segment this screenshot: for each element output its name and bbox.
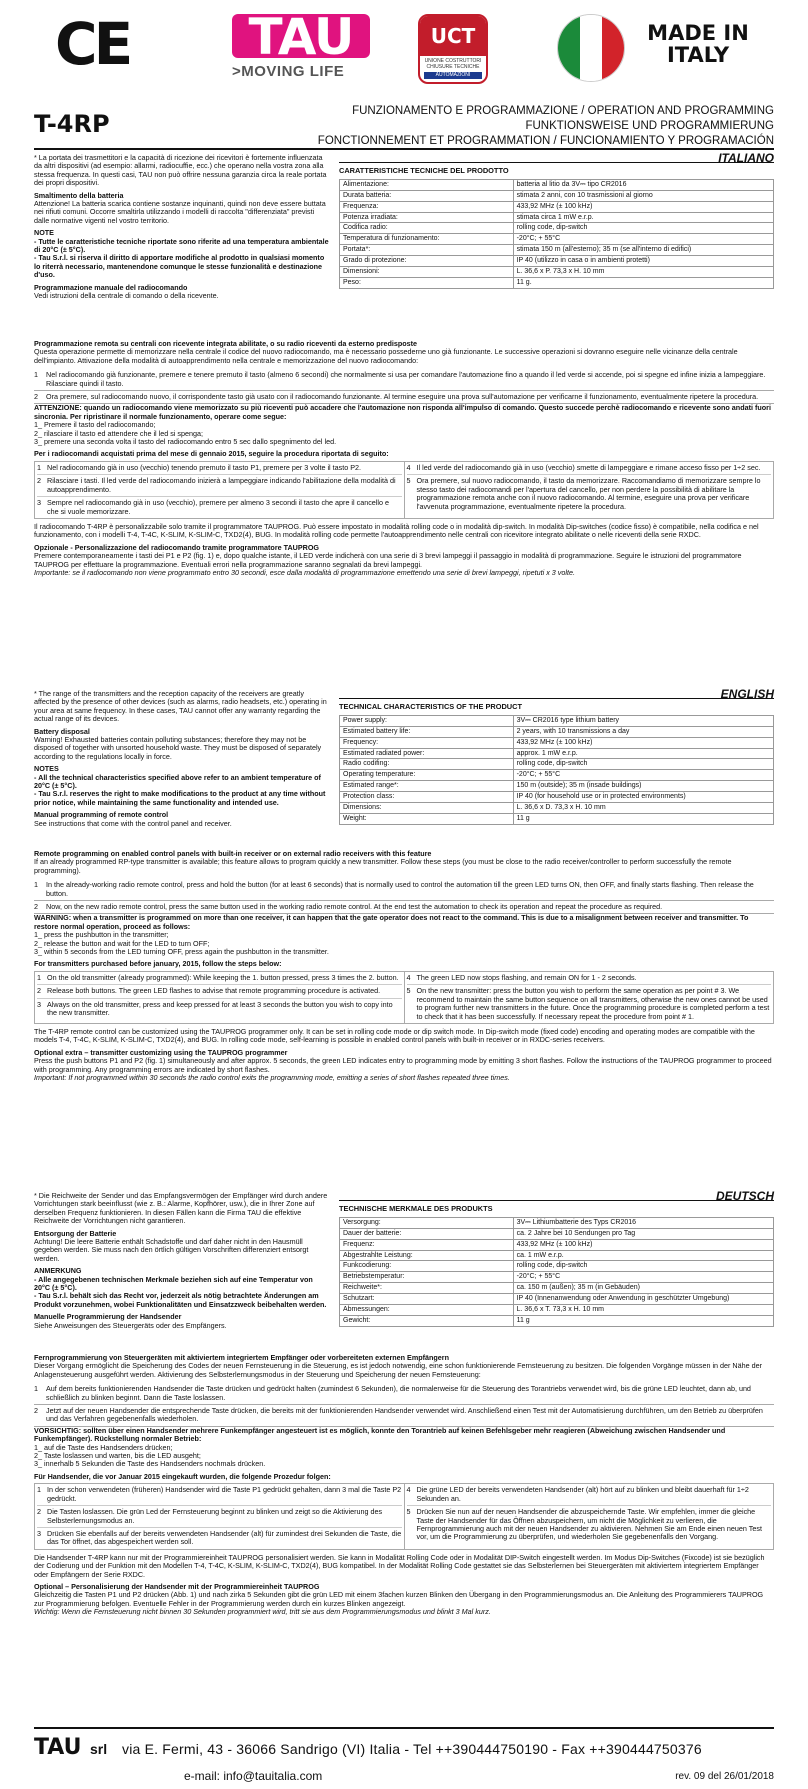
spec-value: L. 36,6 x D. 73,3 x H. 10 mm xyxy=(513,803,773,814)
spec-table-title: CARATTERISTICHE TECNICHE DEL PRODOTTO xyxy=(339,166,509,176)
right-column xyxy=(339,151,774,289)
remote-step xyxy=(34,879,774,901)
spec-row xyxy=(340,1217,774,1228)
footer-srl: srl xyxy=(90,1741,108,1757)
optional-text: Press the push buttons P1 and P2 (fig. 1) simultaneously and after approx. 5 seconds, the green LED indicates entry to programming mode by emitting 3 short flashes. Follow the instructions of the TAUPROG programmer to proceed with programming. Any programming errors are indicated by short flashes. xyxy=(34,1056,772,1074)
spec-row xyxy=(340,813,774,824)
legacy-step xyxy=(407,985,772,1023)
spec-table-title: TECHNISCHE MERKMALE DES PRODUKTS xyxy=(339,1204,493,1214)
warning-step: 2_ Taste loslassen und warten, bis die LED ausgeht; xyxy=(34,1451,201,1461)
spec-value: 433,92 MHz (± 100 kHz) xyxy=(513,201,773,212)
spec-label: Durata batteria: xyxy=(340,190,514,201)
warning-text: ATTENZIONE: quando un radiocomando viene memorizzato su più riceventi può accadere che l'automazione non risponda all'impulso di comando. Questo succede perchè radiocomando e ricevente sono andati fuori sincronia. Per ripristinare il normale funzionamento, operare come segue: xyxy=(34,403,771,421)
range-note: * Die Reichweite der Sender und das Empfangsvermögen der Empfänger wird durch andere Vorrichtungen stark beeinflusst (wie z. B.: Alarme, Kopfhörer, usw.), die in Ihrer Zone auf derselben Frequenz funktionieren. In diesen Fällen kann die Firma TAU die effektive Reichweite der Vorrichtungen nicht garantieren. xyxy=(34,1191,328,1226)
spec-row xyxy=(340,1250,774,1261)
header-divider xyxy=(34,148,774,150)
spec-label: Funkcodierung: xyxy=(340,1261,514,1272)
section-deutsch xyxy=(34,1189,774,1617)
spec-value: approx. 1 mW e.r.p. xyxy=(513,748,773,759)
spec-label: Estimated battery life: xyxy=(340,726,514,737)
made-in-text: MADE IN xyxy=(647,21,749,45)
made-in-italy xyxy=(638,22,758,66)
model-title: T-4RP xyxy=(34,110,110,138)
spec-value: rolling code, dip-switch xyxy=(513,1261,773,1272)
spec-table xyxy=(339,179,774,289)
section-top xyxy=(34,151,774,340)
spec-row xyxy=(340,212,774,223)
note-item: - Tau S.r.l. si riserva il diritto di apportare modifiche al prodotto in qualsiasi momento lo riterrà necessario, mantenendone comunque le stesse funzionalità e destinazione d'uso. xyxy=(34,253,325,280)
spec-row xyxy=(340,267,774,278)
spec-label: Gewicht: xyxy=(340,1315,514,1326)
spec-value: -20°C; + 55°C xyxy=(513,1272,773,1283)
spec-table xyxy=(339,715,774,825)
remote-step xyxy=(34,1405,774,1427)
warning-step: 3_ premere una seconda volta il tasto del radiocomando entro 5 sec dallo spegnimento del led. xyxy=(34,437,337,447)
spec-value: ca. 150 m (außen); 35 m (in Gebäuden) xyxy=(513,1283,773,1294)
spec-label: Estimated range*: xyxy=(340,781,514,792)
legacy-step xyxy=(37,1484,402,1506)
step-number: 2 xyxy=(37,476,41,486)
section-italiano xyxy=(34,151,774,577)
spec-value: 11 g xyxy=(513,1315,773,1326)
legacy-procedure-title: Für Handsender, die vor Januar 2015 eingekauft wurden, die folgende Prozedur folgen: xyxy=(34,1471,331,1481)
notes-title: NOTE xyxy=(34,228,54,238)
spec-label: Weight: xyxy=(340,813,514,824)
spec-row xyxy=(340,223,774,234)
spec-row xyxy=(340,256,774,267)
step-text: Rilasciare i tasti. Il led verde del radiocomando inizierà a lampeggiare indicando l'abilitazione della modalità di autoapprendimento. xyxy=(47,476,396,494)
disposal-title: Smaltimento della batteria xyxy=(34,190,124,200)
step-text: The green LED now stops flashing, and remain ON for 1 - 2 seconds. xyxy=(416,972,637,982)
step-number: 2 xyxy=(34,392,38,402)
warning-step: 1_ auf die Taste des Handsenders drücken; xyxy=(34,1442,173,1452)
optional-note: Importante: se il radiocomando non viene programmato entro 30 secondi, esce dalla modalità di programmazione emettendo una serie di brevi lampeggi, ripetuti x 3 volte. xyxy=(34,567,575,577)
legacy-steps-left xyxy=(35,972,405,1023)
spec-row xyxy=(340,201,774,212)
manual-text: Siehe Anweisungen des Steuergeräts oder des Empfängers. xyxy=(34,1320,227,1330)
remote-step xyxy=(34,901,774,914)
legacy-steps-right xyxy=(405,1484,774,1548)
manual-title: Manual programming of remote control xyxy=(34,810,169,820)
spec-value: L. 36,6 x T. 73,3 x H. 10 mm xyxy=(513,1305,773,1316)
footer-address: via E. Fermi, 43 - 36066 Sandrigo (VI) Italia - Tel ++390444750190 - Fax ++390444750376 xyxy=(122,1741,702,1757)
spec-value: rolling code, dip-switch xyxy=(513,759,773,770)
remote-programming-text: Questa operazione permette di memorizzare nella centrale il codice del nuovo radiocomando, ma è necessario possederne uno già funzionante. Le successive operazioni si dovranno eseguire nelle vicinanze della centrale dell'impianto. Attivazione della modalità di autoapprendimento nella centrale e memorizzazione del nuovo radiocomando: xyxy=(34,347,738,365)
spec-label: Grado di protezione: xyxy=(340,256,514,267)
spec-label: Peso: xyxy=(340,277,514,288)
legacy-procedure-grid xyxy=(34,461,774,519)
spec-value: rolling code, dip-switch xyxy=(513,223,773,234)
step-number: 1 xyxy=(37,972,41,982)
spec-label: Power supply: xyxy=(340,715,514,726)
spec-label: Radio codifing: xyxy=(340,759,514,770)
step-number: 1 xyxy=(34,880,38,890)
remote-programming-title: Programmazione remota su centrali con ricevente integrata abilitate, o su radio riceventi da esterno predisposte xyxy=(34,339,418,348)
right-column xyxy=(339,687,774,825)
spec-row xyxy=(340,245,774,256)
optional-title: Optional – Personalisierung der Handsender mit der Programmiereinheit TAUPROG xyxy=(34,1581,320,1591)
step-number: 1 xyxy=(37,462,41,472)
legacy-steps-right xyxy=(405,972,774,1023)
step-number: 2 xyxy=(37,986,41,996)
section-english xyxy=(34,687,774,1082)
spec-row xyxy=(340,277,774,288)
title-line: FUNZIONAMENTO E PROGRAMMAZIONE / OPERATION AND PROGRAMMING xyxy=(352,105,774,117)
step-number: 4 xyxy=(406,1485,411,1495)
step-number: 3 xyxy=(37,1528,41,1538)
spec-row xyxy=(340,1315,774,1326)
spec-row xyxy=(340,792,774,803)
notes-title: ANMERKUNG xyxy=(34,1266,82,1276)
step-number: 2 xyxy=(34,902,38,912)
spec-row xyxy=(340,1261,774,1272)
spec-value: IP 40 (for household use or in protected environments) xyxy=(513,792,773,803)
tau-logo xyxy=(232,8,370,66)
spec-value: 11 g xyxy=(513,813,773,824)
spec-label: Versorgung: xyxy=(340,1217,514,1228)
spec-label: Schutzart: xyxy=(340,1294,514,1305)
step-text: On the old transmitter (already programmed): While keeping the 1. button pressed, press 3 times the 2. button. xyxy=(47,972,399,982)
remote-programming-text: Dieser Vorgang ermöglicht die Speicherung des Codes der neuen Fernsteuerung in die Steuerung, es ist jedoch notwendig, eine schon funktionierende Fernsteuerung zu besitzen. Die folgenden Vorgänge müssen in der Nähe der Anlagensteuerung ausgeführt werden. Aktivierung des Selbsterlernungsmodus in der Steuerung und Speicherung der neuen Fernsteuerung: xyxy=(34,1361,762,1379)
spec-label: Estimated radiated power: xyxy=(340,748,514,759)
spec-row xyxy=(340,1272,774,1283)
legacy-step xyxy=(407,1484,772,1506)
legacy-step xyxy=(37,462,402,475)
remote-step xyxy=(34,1383,774,1405)
remote-step xyxy=(34,369,774,391)
step-text: Always on the old transmitter, press and keep pressed for at least 3 seconds the button you wish to copy into the new transmitter. xyxy=(47,999,393,1018)
spec-value: ca. 1 mW e.r.p. xyxy=(513,1250,773,1261)
note-item: - Alle angegebenen technischen Merkmale beziehen sich auf eine Temperatur von 20°C (± 5°C). xyxy=(34,1274,313,1293)
right-column xyxy=(339,1189,774,1327)
spec-row xyxy=(340,1294,774,1305)
step-number: 5 xyxy=(406,476,411,486)
legacy-procedure-title: For transmitters purchased before january, 2015, follow the steps below: xyxy=(34,959,282,969)
spec-value: -20°C; + 55°C xyxy=(513,770,773,781)
legacy-steps-right xyxy=(405,462,774,518)
step-text: Ora premere, sul nuovo radiocomando, il tasto da memorizzare. Raccomandiamo di memorizzare sempre lo stesso tasto dei radiocomandi per l'apertura del cancello, per non perdere la possibilità di abilitare la programmazione remota anche con il nuovo radiocomando. Al termine, eseguire una prova per verificare l'avvenuta programmazione, eventualmente ripetere la procedura. xyxy=(416,476,761,511)
step-text: Now, on the new radio remote control, press the same button used in the working radio remote control. At the end test the automation to check its operation and repeat the procedure as required. xyxy=(46,902,663,912)
disposal-text: Warning! Exhausted batteries contain polluting substances; therefore they may not be disposed of together with unsorted household waste. They must be disposed of separately according to the regulations locally in force. xyxy=(34,735,322,761)
italian-flag-icon xyxy=(557,14,625,82)
spec-value: 3V⎓ CR2016 type lithium battery xyxy=(513,715,773,726)
language-heading: ENGLISH xyxy=(339,690,774,699)
step-text: Jetzt auf der neuen Handsender die entsprechende Taste drücken, die bereits mit der funktionierenden Handsender verwendet wird. Anschließend einen Test mit der Automatisierung durchführen, um den Betrieb zu überprüfen und das Verfahren gegebenenfalls wiederholen. xyxy=(46,1406,763,1424)
footer-revision: rev. 09 del 26/01/2018 xyxy=(675,1771,774,1782)
disposal-text: Achtung! Die leere Batterie enthält Schadstoffe und darf daher nicht in den Hausmüll gegeben werden. Sie muss nach den örtlich gültigen Vorschriften differenziert entsorgt werden. xyxy=(34,1237,309,1263)
spec-value: IP 40 (Innenanwendung oder Anwendung in geschützter Umgebung) xyxy=(513,1294,773,1305)
spec-row xyxy=(340,770,774,781)
spec-row xyxy=(340,190,774,201)
spec-value: stimata 2 anni, con 10 trasmissioni al giorno xyxy=(513,190,773,201)
spec-label: Dimensioni: xyxy=(340,267,514,278)
disposal-title: Battery disposal xyxy=(34,726,90,736)
legacy-step xyxy=(407,462,772,475)
warning-step: 1_ press the pushbutton in the transmitter; xyxy=(34,930,169,940)
customization-text: The T-4RP remote control can be customized using the TAUPROG programmer only. It can be set in rolling code mode or dip switch mode. In Dip-switch mode (fixed code) encoding and operating modes are compatible with the models T-4, T-4C, K-SLIM, K-SLIM-C, TXD2(4), and BUG. In rolling code mode, self-learning is possible in enabled control panels with built-in receiver or in RXDC-series receivers. xyxy=(34,1026,755,1045)
step-text: Auf dem bereits funktionierenden Handsender die Taste drücken und gedrückt halten (zumindest 6 Sekunden), die normalerweise für die Steuerung des Torantriebs verwendet wird, bis die grüne LED leuchtet, dann ab, und schließlich zu blinken beginnt. Dann die Taste loslassen. xyxy=(46,1384,751,1402)
legacy-step xyxy=(37,475,402,497)
spec-value: stimata 150 m (all'esterno); 35 m (se all'interno di edifici) xyxy=(513,245,773,256)
legacy-step xyxy=(37,972,402,985)
optional-note: Important: If not programmed within 30 seconds the radio control exits the programming mode, emitting a series of short flashes repeated three times. xyxy=(34,1072,510,1082)
legacy-step xyxy=(37,1528,402,1549)
spec-label: Potenza irradiata: xyxy=(340,212,514,223)
spec-row xyxy=(340,726,774,737)
spec-row xyxy=(340,715,774,726)
step-text: In der schon verwendeten (früheren) Handsender wird die Taste P1 gedrückt gehalten, dann 3 mal die Taste P2 gedrückt. xyxy=(47,1485,402,1503)
note-item: - Tutte le caratteristiche tecniche riportate sono riferite ad una temperatura ambientale di 20°C (± 5°C). xyxy=(34,236,329,255)
manual-title: Programmazione manuale del radiocomando xyxy=(34,282,188,292)
spec-label: Frequenza: xyxy=(340,201,514,212)
language-heading: ITALIANO xyxy=(339,154,774,163)
step-number: 5 xyxy=(406,986,411,996)
spec-label: Frequency: xyxy=(340,737,514,748)
spec-label: Betriebstemperatur: xyxy=(340,1272,514,1283)
legacy-step xyxy=(37,985,402,998)
footer-divider xyxy=(34,1727,774,1729)
step-text: Die grüne LED der bereits verwendeten Handsender (alt) hört auf zu blinken und bleibt dauerhaft für 1÷2 Sekunden an. xyxy=(416,1485,749,1503)
step-text: Drücken Sie nun auf der neuen Handsender die abzuspeichernde Taste. Wir empfehlen, immer die gleiche Taste der Handsender für das Öffnen abzuspeichern, um nicht die Möglichkeit zu verlieren, die Fernprogrammierung auch mit der neuen Handsender zu aktivieren. Nehmen Sie am Ende einen neuen Test vor, um die Programmierung zu überprüfen, und wiederholen Sie gegebenenfalls den Vorgang. xyxy=(416,1507,762,1542)
header xyxy=(0,0,808,95)
spec-label: Codifica radio: xyxy=(340,223,514,234)
step-number: 3 xyxy=(37,999,41,1009)
optional-note: Wichtig: Wenn die Fernsteuerung nicht binnen 30 Sekunden programmiert wird, tritt sie aus dem Programmierungsmodus und blinkt 3 Mal kurz. xyxy=(34,1607,491,1617)
spec-label: Operating temperature: xyxy=(340,770,514,781)
uct-logo-bar: AUTOMAZIONI xyxy=(424,72,482,79)
legacy-steps-left xyxy=(35,462,405,518)
spec-value: batteria al litio da 3V⎓ tipo CR2016 xyxy=(513,179,773,190)
spec-row xyxy=(340,1283,774,1294)
step-number: 2 xyxy=(37,1507,41,1517)
legacy-step xyxy=(407,475,772,513)
optional-title: Opzionale - Personalizzazione del radiocomando tramite programmatore TAUPROG xyxy=(34,542,320,552)
manual-text: Vedi istruzioni della centrale di comando o della ricevente. xyxy=(34,291,219,301)
step-number: 3 xyxy=(37,498,41,508)
step-number: 4 xyxy=(406,462,411,472)
spec-row xyxy=(340,781,774,792)
remote-programming-title: Remote programming on enabled control panels with built-in receiver or on external radio receivers with this feature xyxy=(34,849,432,858)
legacy-step xyxy=(407,972,772,985)
footer-logo: TAU xyxy=(34,1735,82,1760)
spec-value: IP 40 (utilizzo in casa o in ambienti protetti) xyxy=(513,256,773,267)
step-text: Nel radiocomando già in uso (vecchio) tenendo premuto il tasto P1, premere per 3 volte il tasto P2. xyxy=(47,462,362,472)
step-text: Die Tasten loslassen. Die grün Led der Fernsteuerung beginnt zu blinken und zeigt so die Aktivierung des Selbsterlernungsmodus an. xyxy=(47,1507,383,1525)
remote-programming-text: If an already programmed RP-type transmitter is available; this feature allows to program quickly a new transmitter. Follow these steps (you must be close to the radio receiver/controller to perform successfully the remote programming). xyxy=(34,857,732,875)
note-item: - Tau S.r.l. reserves the right to make modifications to the product at any time without prior notice, while maintaining the same functionality and intended use. xyxy=(34,789,326,807)
warning-step: 3_ innerhalb 5 Sekunden die Taste des Handsenders nochmals drücken. xyxy=(34,1459,266,1469)
language-heading: DEUTSCH xyxy=(339,1192,774,1201)
spec-value: stimata circa 1 mW e.r.p. xyxy=(513,212,773,223)
remote-programming-title: Fernprogrammierung von Steuergeräten mit aktiviertem integriertem Empfänger oder vorbereiteten externen Empfängern xyxy=(34,1353,449,1362)
step-text: Sempre nel radiocomando già in uso (vecchio), premere per almeno 3 secondi il tasto che apre il cancello e che si vuole memorizzare. xyxy=(47,498,389,516)
step-text: On the new transmitter: press the button you wish to perform the same operation as per point # 3. We recommend to maintain the same button sequence on all transmitters, otherwise the new ones cannot be used to program further new transmitters in the future. Once the programming procedure is completed perform a test to check that it has been successfully. If necessary repeat the procedure from point # 1. xyxy=(416,986,770,1021)
warning-text: VORSICHTIG: sollten über einen Handsender mehrere Funkempfänger angesteuert ist es möglich, konnte den Torantrieb auf keinen Befehlsgeber mehr reagieren (Abweichung zwischen Handsender und Funkempfänger). Rückstellung normaler Betrieb: xyxy=(34,1425,726,1444)
spec-label: Dimensions: xyxy=(340,803,514,814)
left-column xyxy=(34,154,329,305)
tagline: >MOVING LIFE xyxy=(232,63,345,80)
left-column xyxy=(34,1192,329,1334)
spec-row xyxy=(340,1305,774,1316)
uct-logo-sub: UNIONE COSTRUTTORI CHIUSURE TECNICHE xyxy=(424,58,482,70)
title-line: FONCTIONNEMENT ET PROGRAMMATION / FUNCIONAMIENTO Y PROGRAMACIÓN xyxy=(317,135,774,147)
footer-email[interactable]: e-mail: info@tauitalia.com xyxy=(184,1769,323,1783)
spec-value: 150 m (outside); 35 m (insade buildings) xyxy=(513,781,773,792)
customization-text: Il radiocomando T-4RP è personalizzabile solo tramite il programmatore TAUPROG. Può essere impostato in modalità rolling code o in modalità dip-switch. In modalità Dip-switches (codice fisso) è compatibile, nella codifica e nel funzionamento, con i modelli T-4, T-4C, K-SLIM, K-SLIM-C, TXD2(4), BUG. In modalità rolling code permette l'autoapprendimento nelle centrali con ricevitore integrato abilitate o nelle riceventi della serie RXDC. xyxy=(34,521,759,540)
spec-table xyxy=(339,1217,774,1327)
optional-text: Gleichzeitig die Tasten P1 und P2 drücken (Abb. 1) und nach zirka 5 Sekunden gibt die grün LED mit einem 3fachen kurzen Blinken den Übergang in den Programmierungsmodus an. Die Anleitung des Programmierers TAUPROG zur Programmierung befolgen. Eventuelle Fehler in der Programmierung werden durch ein kurzes Blinken angezeigt. xyxy=(34,1590,764,1608)
manual-text: See instructions that come with the control panel and receiver. xyxy=(34,818,232,828)
section-top xyxy=(34,1189,774,1354)
spec-label: Dauer der batterie: xyxy=(340,1228,514,1239)
spec-value: 433,92 MHz (± 100 kHz) xyxy=(513,737,773,748)
step-text: Nel radiocomando già funzionante, premere e tenere premuto il tasto (almeno 6 secondi) che normalmente si usa per comandare l'automazione fino a quando il led verde si accende, poi si spegne ed infine inizia a lampeggiare. Rilasciare quindi il tasto. xyxy=(46,370,766,388)
step-text: In the already-working radio remote control, press and hold the button (for at least 6 seconds) that is normally used to control the automation till the green LED turns ON, then OFF, and finally starts flashing. Then release the button. xyxy=(46,880,754,898)
spec-row xyxy=(340,234,774,245)
italy-text: ITALY xyxy=(666,43,730,67)
spec-value: 433,92 MHz (± 100 kHz) xyxy=(513,1239,773,1250)
remote-step xyxy=(34,391,774,404)
spec-value: -20°C; + 55°C xyxy=(513,234,773,245)
range-note: * La portata dei trasmettitori e la capacità di ricezione dei ricevitori è fortemente influenzata da altri dispositivi (ad esempio: allarmi, radiocuffie, ecc.) che operano nella vostra zona alla stessa frequenza. In questi casi, TAU non può offrire nessuna garanzia circa la reale portata dei propri dispositivi. xyxy=(34,153,327,188)
spec-row xyxy=(340,737,774,748)
step-number: 4 xyxy=(406,972,411,982)
spec-label: Portata*: xyxy=(340,245,514,256)
legacy-step xyxy=(37,999,402,1020)
step-number: 1 xyxy=(37,1485,41,1495)
spec-row xyxy=(340,748,774,759)
customization-text: Die Handsender T-4RP kann nur mit der Programmiereinheit TAUPROG personalisiert werden. Sie kann in Modalität Rolling Code oder in Modalität DIP-Switch eingestellt werden. Im Modus Dip-Switches (Fixcode) ist sie bezüglich der Codierung und der Funktion mit den Modellen T-4, T-4C, K-SLIM, K-SLIM-C, TXD2(4), BUG kompatibel. In der Modalität Rolling Code gestattet sie das Selbsterlernen bei Steuergeräten mit aktiviertem integriertem Empfänger oder Empfängern der Serie RXDC. xyxy=(34,1552,765,1579)
spec-row xyxy=(340,759,774,770)
disposal-text: Attenzione! La batteria scarica contiene sostanze inquinanti, quindi non deve essere buttata nei rifiuti comuni. Occorre smaltirla utilizzando i modelli di raccolta "differenziata" previsti dalle normative vigenti nel vostro territorio. xyxy=(34,199,326,225)
legacy-step xyxy=(407,1506,772,1544)
spec-label: Temperatura di funzionamento: xyxy=(340,234,514,245)
legacy-procedure-grid xyxy=(34,1483,774,1549)
warning-step: 1_ Premere il tasto del radiocomando; xyxy=(34,420,156,430)
manual-title: Manuelle Programmierung der Handsender xyxy=(34,1312,182,1322)
left-column xyxy=(34,690,329,832)
step-text: Release both buttons. The green LED flashes to advise that remote programming procedure is activated. xyxy=(47,986,381,996)
tau-logo-text: TAU xyxy=(248,8,354,66)
step-text: Ora premere, sul radiocomando nuovo, il corrispondente tasto già usato con il radiocomando funzionante. Al termine eseguire una prova sull'automazione per verificarne il funzionamento, eventualmente ripetere la procedura. xyxy=(46,392,759,402)
legacy-procedure-title: Per i radiocomandi acquistati prima del mese di gennaio 2015, seguire la procedura riportata di seguito: xyxy=(34,449,389,459)
document-titles xyxy=(234,104,774,149)
warning-step: 2_ rilasciare il tasto ed attendere che il led si spenga; xyxy=(34,428,204,438)
uct-logo-text: UCT xyxy=(430,24,476,48)
step-number: 1 xyxy=(34,1384,38,1394)
spec-label: Protection class: xyxy=(340,792,514,803)
legacy-procedure-grid xyxy=(34,971,774,1024)
spec-row xyxy=(340,1239,774,1250)
spec-label: Reichweite*: xyxy=(340,1283,514,1294)
legacy-step xyxy=(37,1506,402,1528)
warning-step: 2_ release the button and wait for the LED to turn OFF; xyxy=(34,938,210,948)
step-text: Il led verde del radiocomando già in uso (vecchio) smette di lampeggiare e rimane acceso fisso per 1÷2 sec. xyxy=(416,462,761,472)
optional-title: Optional extra – transmitter customizing using the TAUPROG programmer xyxy=(34,1047,288,1057)
step-text: Drücken Sie ebenfalls auf der bereits verwendeten Handsender (alt) für zumindest drei Sekunden die Taste, die das Tor öffnet, das abgespeichert werden soll. xyxy=(47,1528,402,1547)
spec-row xyxy=(340,1228,774,1239)
legacy-steps-left xyxy=(35,1484,405,1548)
note-item: - Tau S.r.l. behält sich das Recht vor, jederzeit als nötig betrachtete Änderungen am Produkt vorzunehmen, wobei Funktionalitäten und Einsatzzweck beibehalten werden. xyxy=(34,1291,327,1309)
spec-label: Abmessungen: xyxy=(340,1305,514,1316)
spec-label: Alimentazione: xyxy=(340,179,514,190)
notes-title: NOTES xyxy=(34,764,59,774)
title-line: FUNKTIONSWEISE UND PROGRAMMIERUNG xyxy=(525,120,774,132)
step-number: 2 xyxy=(34,1406,38,1416)
spec-value: 2 years, with 10 transmissions a day xyxy=(513,726,773,737)
spec-value: 11 g. xyxy=(513,277,773,288)
spec-label: Abgestrahlte Leistung: xyxy=(340,1250,514,1261)
optional-text: Premere contemporaneamente i tasti dei P1 e P2 (fig. 1) e, dopo qualche istante, il LED verde indicherà con una serie di 3 brevi lampeggi il passaggio in modalità di programmazione. Seguire le istruzioni del programmatore TAUPROG per effettuare la programmazione. Eventuali errori nella programmazione saranno segnalati da brevi lampeggi. xyxy=(34,551,742,569)
range-note: * The range of the transmitters and the reception capacity of the receivers are greatly affected by the presence of other devices (such as alarms, radio headsets, etc.) operating in your area at same frequency. In these cases, TAU cannot offer any warranty regarding the actual range of its devices. xyxy=(34,689,327,724)
spec-label: Frequenz: xyxy=(340,1239,514,1250)
spec-value: 3V⎓ Lithiumbatterie des Typs CR2016 xyxy=(513,1217,773,1228)
uct-logo xyxy=(418,14,488,84)
step-number: 5 xyxy=(406,1507,411,1517)
ce-mark: CE xyxy=(55,10,130,78)
spec-value: ca. 2 Jahre bei 10 Sendungen pro Tag xyxy=(513,1228,773,1239)
spec-value: L. 36,6 x P. 73,3 x H. 10 mm xyxy=(513,267,773,278)
spec-row xyxy=(340,179,774,190)
warning-step: 3_ within 5 seconds from the LED turning OFF, press again the pushbutton in the transmitter. xyxy=(34,947,329,957)
step-number: 1 xyxy=(34,370,38,380)
disposal-title: Entsorgung der Batterie xyxy=(34,1228,117,1238)
spec-table-title: TECHNICAL CHARACTERISTICS OF THE PRODUCT xyxy=(339,702,522,712)
spec-row xyxy=(340,803,774,814)
legacy-step xyxy=(37,497,402,518)
warning-text: WARNING: when a transmitter is programmed on more than one receiver, it can happen that the gate operator does not react to the command. This is due to a misalignment between receiver and transmitter. To restore normal operation, proceed as follows: xyxy=(34,913,749,931)
note-item: - All the technical characteristics specified above refer to an ambient temperature of 20°C (± 5°C). xyxy=(34,772,321,791)
section-top xyxy=(34,687,774,850)
